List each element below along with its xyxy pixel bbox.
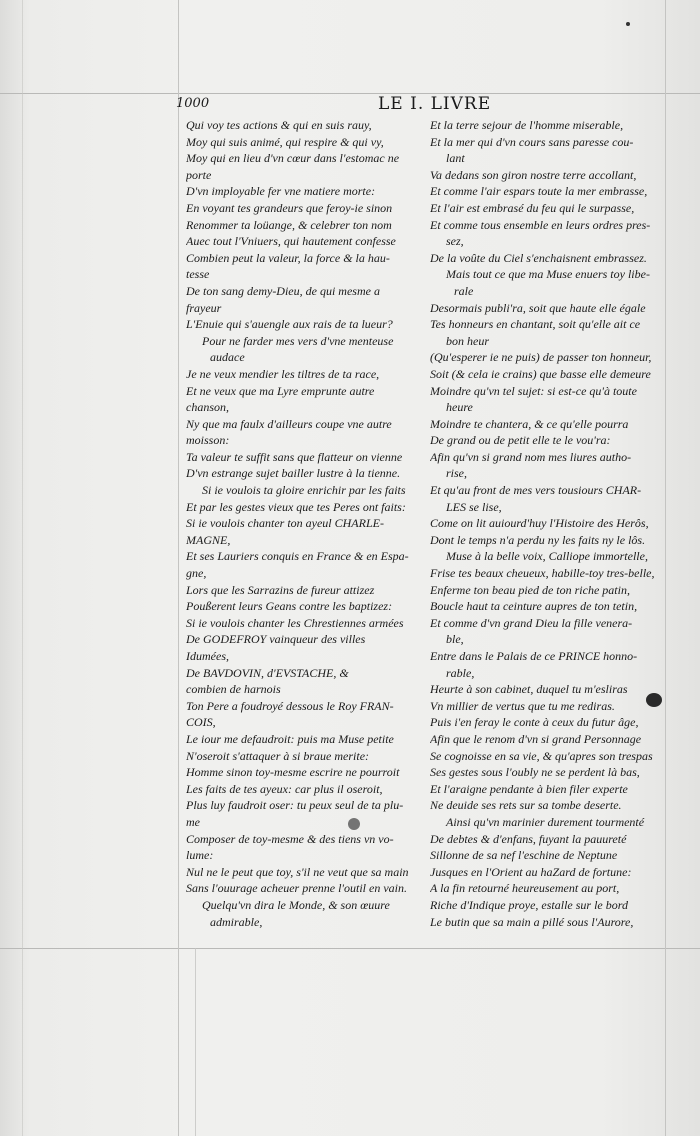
page-rule-bottom xyxy=(0,948,700,949)
verse-line: lant xyxy=(446,151,465,166)
verse-line: Moindre qu'vn tel sujet: si est-ce qu'à toute xyxy=(430,383,637,398)
verse-line: Et comme tous ensemble en leurs ordres pres- xyxy=(430,217,651,232)
verse-line: Homme sinon toy-mesme escrire ne pourroit xyxy=(186,765,400,780)
page-rule-left xyxy=(178,0,179,1136)
verse-line: Boucle haut ta ceinture aupres de ton tetin, xyxy=(430,599,638,614)
verse-line: rable, xyxy=(446,665,475,680)
ink-speck xyxy=(626,22,630,26)
verse-line: Lors que les Sarrazins de fureur attizez xyxy=(186,582,375,597)
verse-line: Frise tes beaux cheueux, habille-toy tres-belle, xyxy=(430,566,655,581)
verse-line: Ses gestes sous l'oubly ne se perdent là bas, xyxy=(430,765,640,780)
verse-line: Et l'araigne pendante à bien filer experte xyxy=(430,781,628,796)
verse-line: chanson, xyxy=(186,400,229,415)
verse-line: Poußerent leurs Geans contre les baptizez: xyxy=(186,599,393,614)
verse-line: Le butin que sa main a pillé sous l'Aurore, xyxy=(430,914,634,929)
verse-line: Et la terre sejour de l'homme miserable, xyxy=(430,118,624,132)
verse-line: Afin que le renom d'vn si grand Personnage xyxy=(430,731,642,746)
verse-line: Jusques en l'Orient au haZard de fortune: xyxy=(430,864,632,879)
verse-line: En voyant tes grandeurs que feroy-ie sinon xyxy=(186,200,393,215)
verse-line: D'vn estrange sujet bailler lustre à la tienne. xyxy=(186,466,401,481)
verse-line: Quelqu'vn dira le Monde, & son œuure xyxy=(202,897,390,912)
left-text-column xyxy=(186,117,436,930)
verse-line: A la fin retourné heureusement au port, xyxy=(430,881,620,896)
verse-line: Afin qu'vn si grand nom mes liures autho- xyxy=(430,449,632,464)
verse-line: Et ne veux que ma Lyre emprunte autre xyxy=(186,383,375,398)
verse-line: Et l'air est embrasé du feu qui le surpasse, xyxy=(430,200,635,215)
verse-line: Sans l'ouurage acheuer prenne l'outil en vain. xyxy=(186,881,407,896)
verse-line: porte xyxy=(186,167,212,182)
verse-line: gne, xyxy=(186,566,207,581)
verse-line: ble, xyxy=(446,632,464,647)
verse-line: Et comme l'air espars toute la mer embrasse, xyxy=(430,184,648,199)
verse-line: N'oseroit s'attaquer à si braue merite: xyxy=(186,748,370,763)
verse-line: Et comme d'vn grand Dieu la fille venera- xyxy=(430,615,633,630)
page-fold-line xyxy=(22,0,23,1136)
verse-line: De debtes & d'enfans, fuyant la pauureté xyxy=(430,831,627,846)
verse-line: Nul ne le peut que toy, s'il ne veut que sa main xyxy=(186,864,409,879)
verse-line: Et la mer qui d'vn cours sans paresse cou- xyxy=(430,134,634,149)
verse-line: Come on lit auiourd'huy l'Histoire des Herôs, xyxy=(430,516,649,531)
verse-line: Composer de toy-mesme & des tiens vn vo- xyxy=(186,831,394,846)
verse-line: Sillonne de sa nef l'eschine de Neptune xyxy=(430,848,618,863)
verse-line: De la voûte du Ciel s'enchaisnent embrassez. xyxy=(430,250,647,265)
verse-line: sez, xyxy=(446,234,464,249)
verse-line: Dont le temps n'a perdu ny les faits ny le lôs. xyxy=(430,532,646,547)
verse-line: Moy qui en lieu d'vn cœur dans l'estomac ne xyxy=(186,151,400,166)
verse-line: admirable, xyxy=(210,914,263,929)
folio-number: 1000 xyxy=(176,96,210,111)
verse-line: Si ie voulois chanter ton ayeul CHARLE- xyxy=(186,516,384,531)
verse-line: Va dedans son giron nostre terre accollant, xyxy=(430,167,637,182)
verse-line: Ainsi qu'vn marinier durement tourmenté xyxy=(446,814,645,829)
verse-line: lume: xyxy=(186,848,214,863)
verse-line: De GODEFROY vainqueur des villes xyxy=(186,632,366,647)
verse-line: Vn millier de vertus que tu me rediras. xyxy=(430,698,615,713)
verse-line: Desormais publi'ra, soit que haute elle égale xyxy=(430,300,646,315)
verse-line: Muse à la belle voix, Calliope immortelle, xyxy=(446,549,648,564)
verse-line: Ta valeur te suffit sans que flatteur on vienne xyxy=(186,449,403,464)
verse-line: rise, xyxy=(446,466,467,481)
running-title: LE I. LIVRE xyxy=(378,94,492,114)
verse-line: Tes honneurs en chantant, soit qu'elle ait ce xyxy=(430,317,641,332)
verse-line: heure xyxy=(446,400,473,415)
verse-line: audace xyxy=(210,350,245,365)
verse-line: Enferme ton beau pied de ton riche patin, xyxy=(430,582,630,597)
verse-line: MAGNE, xyxy=(186,532,231,547)
verse-line: Plus luy faudroit oser: tu peux seul de ta plu- xyxy=(186,798,404,813)
verse-line: Ton Pere a foudroyé dessous le Roy FRAN- xyxy=(186,698,394,713)
verse-line: me xyxy=(186,814,200,829)
page-header xyxy=(176,94,660,118)
verse-line: Mais tout ce que ma Muse enuers toy libe- xyxy=(446,267,650,282)
verse-line: Et ses Lauriers conquis en France & en Espa- xyxy=(186,549,409,564)
verse-line: Si ie voulois ta gloire enrichir par les faits xyxy=(202,483,406,498)
verse-line: Et qu'au front de mes vers tousiours CHAR- xyxy=(430,483,642,498)
verse-line: Moindre te chantera, & ce qu'elle pourra xyxy=(430,416,629,431)
verse-line: Ny que ma faulx d'ailleurs coupe vne autre xyxy=(186,416,392,431)
verse-line: Si ie voulois chanter les Chrestiennes armées xyxy=(186,615,404,630)
verse-line: Idumées, xyxy=(186,649,229,663)
verse-line: Combien peut la valeur, la force & la hau- xyxy=(186,250,390,265)
verse-line: (Qu'esperer ie ne puis) de passer ton honneur, xyxy=(430,350,652,365)
verse-line: frayeur xyxy=(186,300,222,315)
verse-line: Puis i'en feray le conte à ceux du futur âge, xyxy=(430,715,639,730)
verse-line: COIS, xyxy=(186,715,216,730)
page-grid-line xyxy=(195,948,196,1136)
verse-line: Entre dans le Palais de ce PRINCE honno- xyxy=(430,649,638,663)
verse-line: Qui voy tes actions & qui en suis rauy, xyxy=(186,118,372,132)
verse-line: tesse xyxy=(186,267,210,282)
verse-line: Riche d'Indique proye, estalle sur le bord xyxy=(430,897,628,912)
verse-line: Renommer ta loüange, & celebrer ton nom xyxy=(186,217,392,232)
verse-line: Et par les gestes vieux que tes Peres ont faits: xyxy=(186,499,406,514)
verse-line: De ton sang demy-Dieu, de qui mesme a xyxy=(186,283,380,298)
verse-line: Auec tout l'Vniuers, qui hautement confesse xyxy=(186,234,396,249)
verse-line: De BAVDOVIN, d'EVSTACHE, & xyxy=(186,665,349,680)
verse-line: Moy qui suis animé, qui respire & qui vy, xyxy=(186,134,384,149)
verse-line: Ne deuide ses rets sur sa tombe deserte. xyxy=(430,798,622,813)
verse-line: rale xyxy=(454,283,474,298)
verse-line: Heurte à son cabinet, duquel tu m'esliras xyxy=(430,682,628,697)
verse-line: Pour ne farder mes vers d'vne menteuse xyxy=(202,333,394,348)
verse-line: De grand ou de petit elle te le vou'ra: xyxy=(430,433,611,448)
verse-line: moisson: xyxy=(186,433,230,448)
verse-line: D'vn imployable fer vne matiere morte: xyxy=(186,184,376,199)
verse-line: L'Enuie qui s'auengle aux rais de ta lueur? xyxy=(186,317,393,332)
verse-line: Le iour me defaudroit: puis ma Muse petite xyxy=(186,731,394,746)
verse-line: bon heur xyxy=(446,333,489,348)
verse-line: combien de harnois xyxy=(186,682,281,697)
verse-line: Soit (& cela ie crains) que basse elle demeure xyxy=(430,366,651,381)
verse-line: LES se lise, xyxy=(446,499,502,514)
verse-line: Les faits de tes ayeux: car plus il oseroit, xyxy=(186,781,383,796)
verse-line: Je ne veux mendier les tiltres de ta race, xyxy=(186,366,380,381)
verse-line: Se cognoisse en sa vie, & qu'apres son trespas xyxy=(430,748,653,763)
right-text-column xyxy=(430,117,668,930)
